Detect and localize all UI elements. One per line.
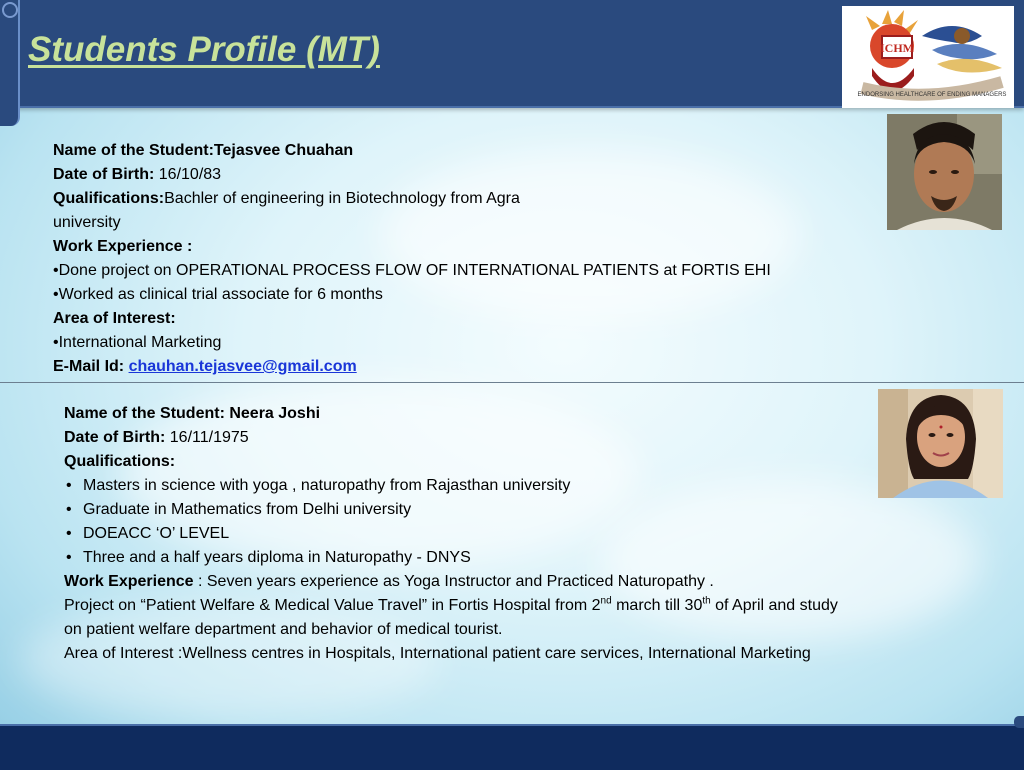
footer-bar <box>0 724 1024 770</box>
email-link[interactable]: chauhan.tejasvee@gmail.com <box>128 358 357 375</box>
student-profile-neera <box>64 402 838 666</box>
student-photo-neera <box>878 389 1003 498</box>
page-title: Students Profile (MT) <box>28 30 380 69</box>
area-of-interest-label: Area of Interest: <box>53 310 176 327</box>
qualification-item: • DOEACC ‘O’ LEVEL <box>64 522 838 546</box>
interest-item: •International Marketing <box>53 334 222 351</box>
work-experience-row: Work Experience : Seven years experience as Yoga Instructor and Practiced Naturopathy . <box>64 573 714 590</box>
qualification-item: • Masters in science with yoga , naturopathy from Rajasthan university <box>64 474 838 498</box>
project-row: Project on “Patient Welfare & Medical Value Travel” in Fortis Hospital from 2nd march till 30th of April and study <box>64 595 838 614</box>
student-name-row: Name of the Student: Neera Joshi <box>64 405 321 422</box>
qualifications-label: Qualifications: <box>64 453 176 470</box>
svg-text:ICHM: ICHM <box>880 41 914 55</box>
email-row: E-Mail Id: chauhan.tejasvee@gmail.com <box>53 358 357 375</box>
student-name-row: Name of the Student:Tejasvee Chuahan <box>53 142 354 159</box>
qualification-item: • Graduate in Mathematics from Delhi university <box>64 498 838 522</box>
area-of-interest-row: Area of Interest :Wellness centres in Hospitals, International patient care services, International Marketing <box>64 645 811 662</box>
work-experience-label: Work Experience : <box>53 238 193 255</box>
dob-row: Date of Birth: 16/11/1975 <box>64 429 249 446</box>
scroll-decoration <box>0 0 20 126</box>
dob-row: Date of Birth: 16/10/83 <box>53 166 222 183</box>
qualification-item: • Three and a half years diploma in Naturopathy - DNYS <box>64 546 838 570</box>
work-item: •Done project on OPERATIONAL PROCESS FLOW OF INTERNATIONAL PATIENTS at FORTIS EHI <box>53 262 771 279</box>
ichm-logo <box>842 6 1014 108</box>
footer-scroll-decoration <box>1014 716 1024 728</box>
qualifications-row-cont: university <box>53 214 121 231</box>
student-photo-tejasvee <box>887 114 1002 230</box>
work-item: •Worked as clinical trial associate for 6 months <box>53 286 383 303</box>
section-divider <box>0 382 1024 383</box>
project-row-cont: on patient welfare department and behavior of medical tourist. <box>64 621 503 638</box>
student-profile-tejasvee <box>53 139 771 379</box>
qualifications-row: Qualifications:Bachler of engineering in Biotechnology from Agra <box>53 190 520 207</box>
svg-text:ENDORSING HEALTHCARE OF ENDING: ENDORSING HEALTHCARE OF ENDING MANAGERS <box>857 92 1007 98</box>
